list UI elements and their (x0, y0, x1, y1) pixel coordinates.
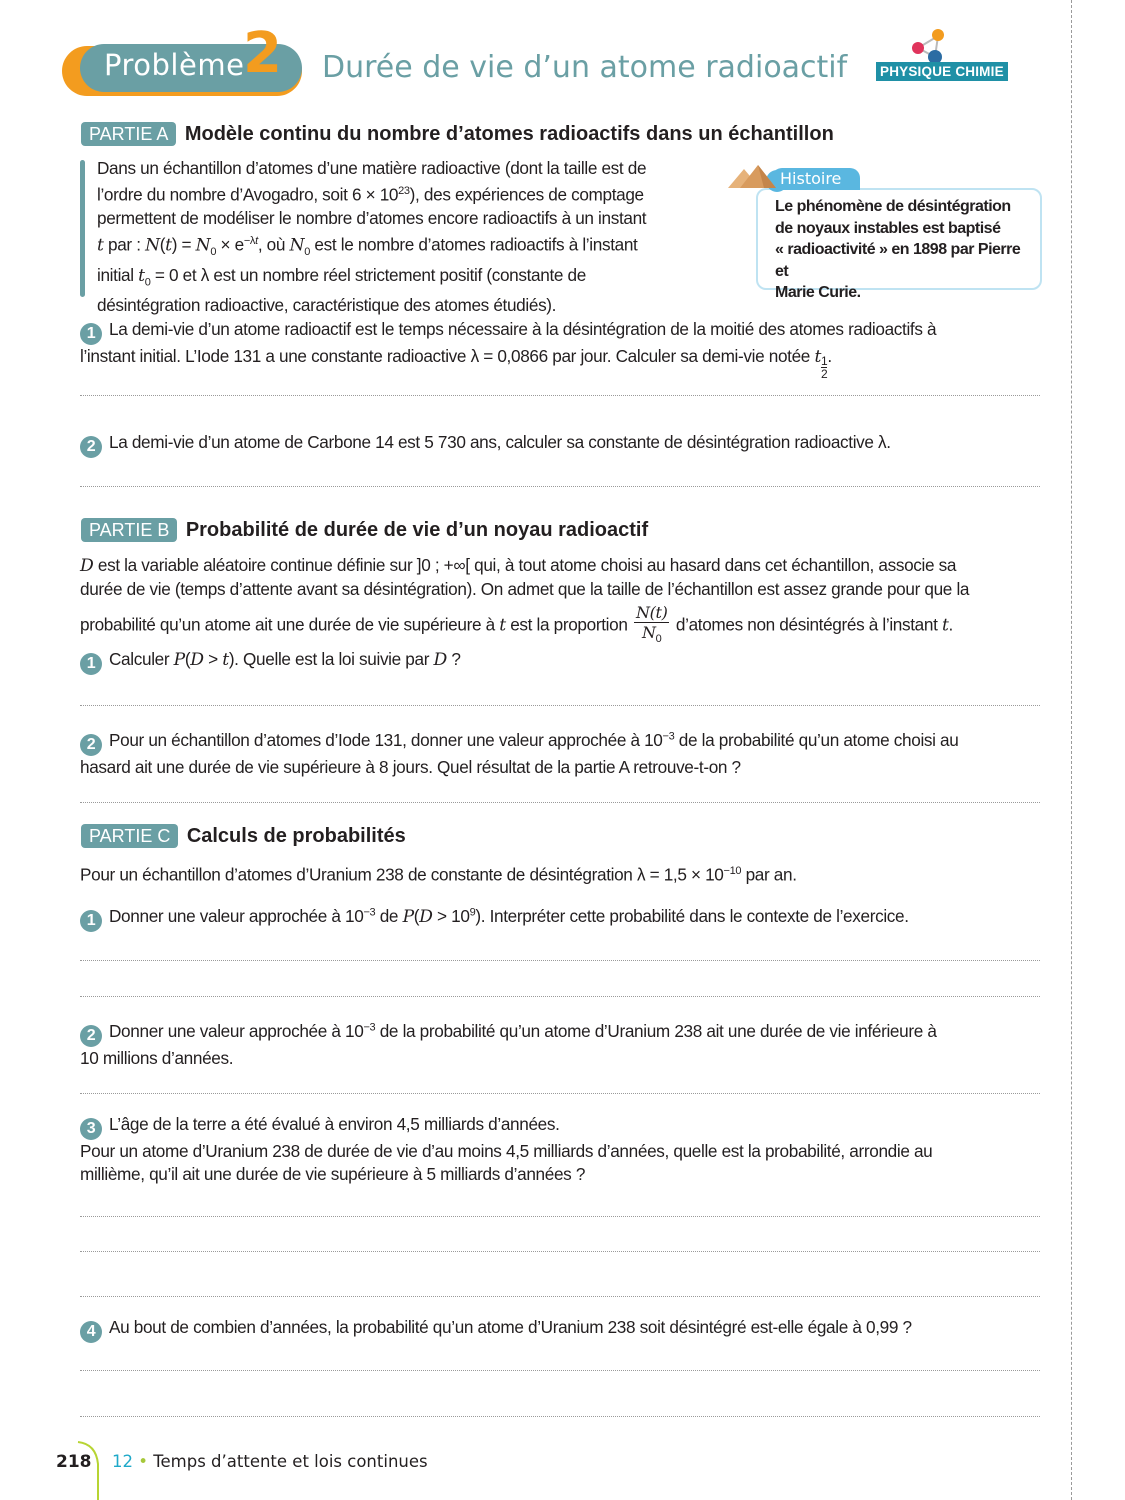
history-text (775, 196, 1033, 304)
partie-b-intro (80, 554, 1040, 649)
history-line: Le phénomène de désintégration (775, 198, 1011, 215)
chapter-number: 12 (112, 1452, 133, 1471)
partie-a-title: Modèle continu du nombre d’atomes radioactifs dans un échantillon (184, 123, 834, 145)
answer-line[interactable] (80, 1296, 1040, 1297)
intro-line: t par : $N(t) = N_0 \times e^{-\lambda t}$, où $N_0$ est le nombre d’atomes radioactifs à l’instant (97, 234, 638, 258)
intro-line: durée de vie (temps d’attente avant sa désintégration). On admet que la taille de l’échantillon est assez grande pour que la (80, 579, 970, 599)
answer-line[interactable] (80, 1093, 1040, 1094)
intro-line: initial $t_0 = 0$ et λ est un nombre réel strictement positif (constante de (97, 264, 586, 289)
partie-b-question-2 (80, 725, 1040, 779)
partie-b-tag: PARTIE B (81, 518, 177, 542)
partie-a-heading (81, 123, 834, 146)
partie-c-title: Calculs de probabilités (186, 825, 406, 847)
answer-line[interactable] (80, 960, 1040, 961)
question-text: Au bout de combien d’années, la probabilité qu’un atome d’Uranium 238 soit désintégré est-elle égale à 0,99 ? (109, 1317, 912, 1337)
chapter-separator: • (138, 1452, 148, 1471)
question-text: l’instant initial. L’Iode 131 a une constante radioactive λ = 0,0866 par jour. Calculer sa demi-vie notée t $\frac{1}{2}$ . (80, 346, 832, 381)
question-text: L’âge de la terre a été évalué à environ 4,5 milliards d’années. (109, 1114, 560, 1134)
answer-line[interactable] (80, 1416, 1040, 1417)
history-tab: Histoire (772, 168, 860, 190)
intro-line: permettent de modéliser le nombre d’atomes encore radioactifs à un instant (97, 207, 647, 228)
question-number-badge: 1 (80, 910, 102, 932)
partie-a-intro (97, 157, 717, 317)
answer-line[interactable] (80, 395, 1040, 396)
subject-badge: PHYSIQUE CHIMIE (876, 62, 1008, 81)
question-text: Calculer P(D > t). Quelle est la loi suivie par D ? (109, 649, 461, 670)
answer-line[interactable] (80, 996, 1040, 997)
intro-line: probabilité qu’un atome ait une durée de vie supérieure à t est la proportion $\frac{N(t)}{N_0}$ d’atomes non désintégrés à l’instant t. (80, 603, 953, 646)
molecule-icon (908, 26, 950, 66)
question-number-badge: 4 (80, 1321, 102, 1343)
question-number-badge: 2 (80, 436, 102, 458)
partie-a-question-1 (80, 318, 1040, 380)
problem-number: 2 (243, 21, 282, 86)
partie-c-question-2 (80, 1016, 1040, 1070)
history-line: de noyaux instables est baptisé (775, 219, 1001, 237)
partie-c-question-3 (80, 1113, 1040, 1186)
question-number-badge: 3 (80, 1118, 102, 1140)
history-line: « radioactivité » en 1898 par Pierre et (775, 241, 1021, 280)
answer-line[interactable] (80, 486, 1040, 487)
page-number: 218 (56, 1452, 92, 1472)
question-text: Donner une valeur approchée à $10^{-3}$ de $P(D > 10^9)$. Interpréter cette probabilité dans le contexte de l’exercice. (109, 905, 909, 927)
chapter-label (112, 1452, 428, 1471)
problem-label: Problème (104, 48, 245, 82)
partie-c-heading (81, 825, 406, 848)
pyramid-icon (726, 163, 776, 191)
question-number-badge: 1 (80, 323, 102, 345)
page-cut-guide (1071, 0, 1072, 1500)
question-text: Pour un atome d’Uranium 238 de durée de vie d’au moins 4,5 milliards d’années, quelle est la probabilité, arrondie au (80, 1141, 933, 1161)
question-text: 10 millions d’années. (80, 1047, 234, 1068)
question-number-badge: 1 (80, 653, 102, 675)
question-text: hasard ait une durée de vie supérieure à 8 jours. Quel résultat de la partie A retrouve-t-on ? (80, 756, 741, 777)
question-text: Donner une valeur approchée à $10^{-3}$ de la probabilité qu’un atome d’Uranium 238 ait une durée de vie inférieure à (109, 1020, 937, 1041)
partie-c-question-1 (80, 901, 1040, 932)
history-line: Marie Curie. (775, 284, 861, 301)
chapter-title: Temps d’attente et lois continues (153, 1452, 428, 1471)
question-text: millième, qu’il ait une durée de vie supérieure à 5 milliards d’années ? (80, 1164, 586, 1184)
question-text: La demi-vie d’un atome radioactif est le temps nécessaire à la désintégration de la moitié des atomes radioactifs à (109, 319, 937, 339)
intro-line: l’ordre du nombre d’Avogadro, soit $6 \times 10^{23}$), des expériences de comptage (97, 184, 644, 205)
answer-line[interactable] (80, 802, 1040, 803)
answer-line[interactable] (80, 705, 1040, 706)
intro-line: D est la variable aléatoire continue définie sur ]0 ; +∞[ qui, à tout atome choisi au hasard dans cet échantillon, associe sa (80, 555, 957, 576)
answer-line[interactable] (80, 1216, 1040, 1217)
partie-c-question-4 (80, 1316, 1040, 1343)
answer-line[interactable] (80, 1370, 1040, 1371)
partie-b-title: Probabilité de durée de vie d’un noyau radioactif (185, 519, 649, 541)
partie-c-intro: Pour un échantillon d’atomes d’Uranium 238 de constante de désintégration $\lambda = 1,5 \times 10^{-10}$ par an. (80, 864, 797, 885)
page-title: Durée de vie d’un atome radioactif (322, 50, 848, 85)
partie-b-heading (81, 519, 648, 542)
partie-a-question-2 (80, 431, 1040, 458)
partie-c-tag: PARTIE C (81, 824, 178, 848)
partie-b-question-1 (80, 648, 1040, 675)
intro-bar (80, 160, 85, 297)
partie-a-tag: PARTIE A (81, 122, 176, 146)
question-number-badge: 2 (80, 734, 102, 756)
answer-line[interactable] (80, 1251, 1040, 1252)
intro-line: Dans un échantillon d’atomes d’une matière radioactive (dont la taille est de (97, 158, 647, 178)
question-text: La demi-vie d’un atome de Carbone 14 est 5 730 ans, calculer sa constante de désintégration radioactive λ. (109, 432, 891, 452)
question-text: Pour un échantillon d’atomes d’Iode 131, donner une valeur approchée à $10^{-3}$ de la probabilité qu’un atome choisi au (109, 729, 959, 750)
question-number-badge: 2 (80, 1025, 102, 1047)
intro-line: désintégration radioactive, caractéristique des atomes étudiés). (97, 295, 557, 316)
